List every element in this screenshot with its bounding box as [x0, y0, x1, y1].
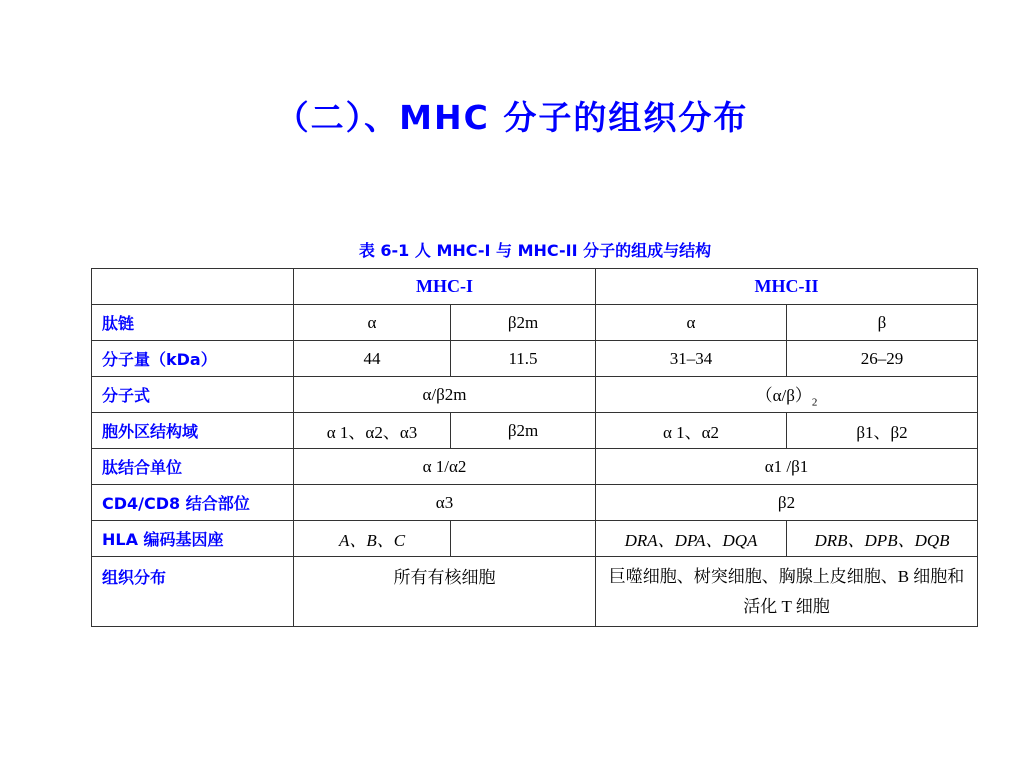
row-label-chain: 肽链 [92, 305, 294, 341]
table-row [92, 341, 978, 377]
table-row [92, 413, 978, 449]
cell: α 1、α2、α3 [294, 413, 451, 449]
cell: α [294, 305, 451, 341]
cell: 11.5 [451, 341, 596, 377]
table-row [92, 485, 978, 521]
cell: α 1/α2 [294, 449, 596, 485]
cell: α3 [294, 485, 596, 521]
cell: β1、β2 [787, 413, 978, 449]
row-label-binding: 肽结合单位 [92, 449, 294, 485]
cell: 44 [294, 341, 451, 377]
cell: β2m [451, 413, 596, 449]
cell: 所有有核细胞 [294, 557, 596, 627]
table-row [92, 449, 978, 485]
cell: 31–34 [596, 341, 787, 377]
table-row [92, 377, 978, 413]
formula-text: （α/β） [755, 385, 812, 405]
cell: DRB、DPB、DQB [787, 521, 978, 557]
table-row [92, 521, 978, 557]
cell: α1 /β1 [596, 449, 978, 485]
cell: α 1、α2 [596, 413, 787, 449]
row-label-loci: HLA 编码基因座 [92, 521, 294, 557]
row-label-domains: 胞外区结构域 [92, 413, 294, 449]
row-label-tissue: 组织分布 [92, 557, 294, 627]
mhc-table [91, 268, 978, 627]
cell: β2 [596, 485, 978, 521]
table-row [92, 557, 978, 627]
header-corner [92, 269, 294, 305]
cell: DRA、DPA、DQA [596, 521, 787, 557]
cell: α [596, 305, 787, 341]
formula-subscript: 2 [811, 396, 818, 409]
row-label-formula: 分子式 [92, 377, 294, 413]
cell [596, 377, 978, 413]
row-label-mass: 分子量（kDa） [92, 341, 294, 377]
header-mhc1: MHC-I [294, 269, 596, 305]
table-row [92, 305, 978, 341]
cell: 巨噬细胞、树突细胞、胸腺上皮细胞、B 细胞和活化 T 细胞 [596, 557, 978, 627]
header-mhc2: MHC-II [596, 269, 978, 305]
table-header-row [92, 269, 978, 305]
table-caption: 表 6-1 人 MHC-I 与 MHC-II 分子的组成与结构 [358, 241, 712, 260]
cell: β [787, 305, 978, 341]
cell: 26–29 [787, 341, 978, 377]
cell: A、B、C [294, 521, 451, 557]
row-label-cd: CD4/CD8 结合部位 [92, 485, 294, 521]
cell: β2m [451, 305, 596, 341]
page-title: （二）、MHC 分子的组织分布 [275, 98, 749, 137]
cell [451, 521, 596, 557]
cell: α/β2m [294, 377, 596, 413]
